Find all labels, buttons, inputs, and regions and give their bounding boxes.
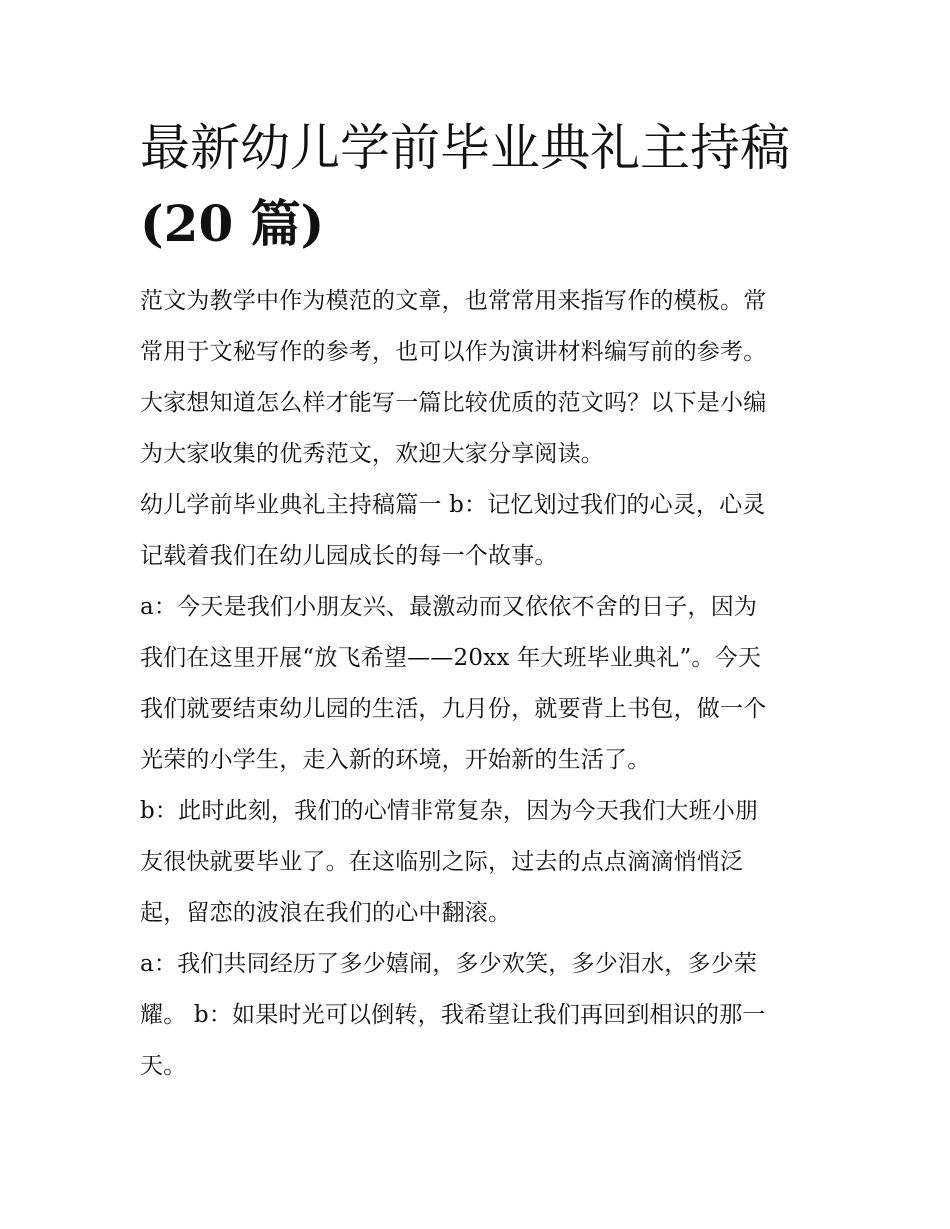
text-line: 幼儿学前毕业典礼主持稿篇一 b：记忆划过我们的心灵，心灵 [140, 492, 766, 518]
text-line: 起，留恋的波浪在我们的心中翻滚。 [140, 900, 512, 926]
document-title [140, 110, 820, 262]
text-line: 天。 [140, 1053, 187, 1079]
title-line-2: (20 篇) [140, 194, 325, 253]
text-line: a：我们共同经历了多少嬉闹，多少欢笑，多少泪水，多少荣 [140, 951, 758, 977]
text-line: a：今天是我们小朋友兴、最激动而又依依不舍的日子，因为 [140, 594, 758, 620]
text-line: 为大家收集的优秀范文，欢迎大家分享阅读。 [140, 441, 604, 467]
text-line: 常用于文秘写作的参考，也可以作为演讲材料编写前的参考。 [140, 339, 767, 365]
document-body [140, 276, 820, 1092]
document-page [140, 110, 820, 1092]
text-line: 友很快就要毕业了。在这临别之际，过去的点点滴滴悄悄泛 [140, 849, 744, 875]
title-line-1: 最新幼儿学前毕业典礼主持稿 [140, 119, 790, 177]
text-line: 大家想知道怎么样才能写一篇比较优质的范文吗？以下是小编 [140, 390, 767, 416]
text-line: 耀。 b：如果时光可以倒转，我希望让我们再回到相识的那一 [140, 1002, 766, 1028]
text-line: 范文为教学中作为模范的文章，也常常用来指写作的模板。常 [140, 288, 767, 314]
text-line: 记载着我们在幼儿园成长的每一个故事。 [140, 543, 558, 569]
text-line: 我们就要结束幼儿园的生活，九月份，就要背上书包，做一个 [140, 696, 767, 722]
text-line: 光荣的小学生，走入新的环境，开始新的生活了。 [140, 747, 651, 773]
text-line: 我们在这里开展“放飞希望——20xx 年大班毕业典礼”。今天 [140, 645, 762, 671]
text-line: b：此时此刻，我们的心情非常复杂，因为今天我们大班小朋 [140, 798, 759, 824]
